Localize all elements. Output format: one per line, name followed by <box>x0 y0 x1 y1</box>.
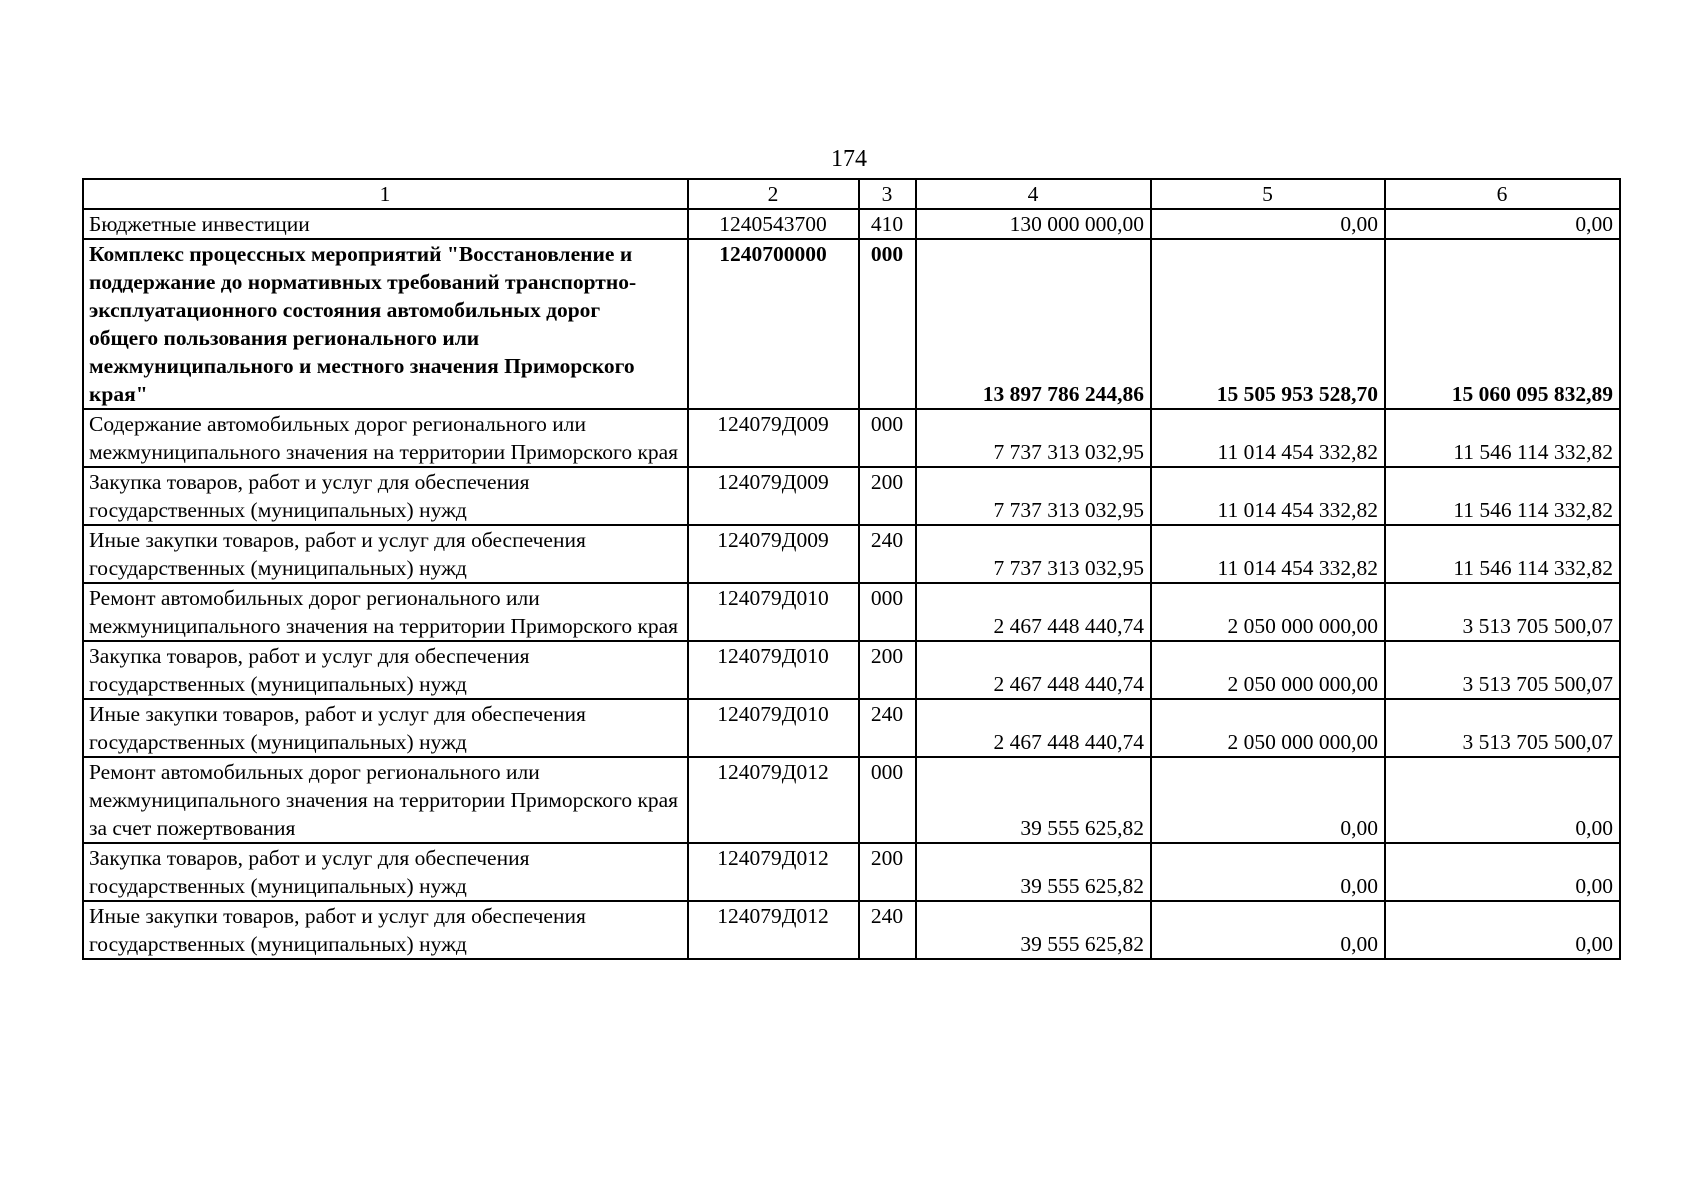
row-amount-6: 11 546 114 332,82 <box>1385 409 1620 467</box>
row-type: 000 <box>859 583 916 641</box>
table-row-section <box>83 239 1620 409</box>
row-code: 1240700000 <box>688 239 859 409</box>
row-code: 124079Д010 <box>688 641 859 699</box>
row-amount-5: 0,00 <box>1151 209 1385 239</box>
row-amount-4: 2 467 448 440,74 <box>916 641 1151 699</box>
row-type: 000 <box>859 239 916 409</box>
row-amount-4: 7 737 313 032,95 <box>916 409 1151 467</box>
row-code: 124079Д010 <box>688 699 859 757</box>
row-amount-4: 7 737 313 032,95 <box>916 525 1151 583</box>
table-row <box>83 641 1620 699</box>
row-type: 240 <box>859 699 916 757</box>
row-amount-6: 11 546 114 332,82 <box>1385 525 1620 583</box>
row-amount-6: 11 546 114 332,82 <box>1385 467 1620 525</box>
row-amount-6: 0,00 <box>1385 209 1620 239</box>
row-type: 240 <box>859 901 916 959</box>
row-amount-6: 0,00 <box>1385 843 1620 901</box>
table-row <box>83 757 1620 843</box>
row-amount-4: 13 897 786 244,86 <box>916 239 1151 409</box>
table-row <box>83 901 1620 959</box>
row-type: 240 <box>859 525 916 583</box>
row-amount-5: 0,00 <box>1151 757 1385 843</box>
row-name: Закупка товаров, работ и услуг для обеспечения государственных (муниципальных) нужд <box>83 467 688 525</box>
row-amount-4: 130 000 000,00 <box>916 209 1151 239</box>
row-amount-6: 0,00 <box>1385 757 1620 843</box>
row-amount-4: 2 467 448 440,74 <box>916 699 1151 757</box>
row-code: 124079Д012 <box>688 901 859 959</box>
column-header-5: 5 <box>1151 179 1385 209</box>
row-amount-4: 39 555 625,82 <box>916 757 1151 843</box>
row-amount-5: 0,00 <box>1151 843 1385 901</box>
row-name: Закупка товаров, работ и услуг для обеспечения государственных (муниципальных) нужд <box>83 641 688 699</box>
row-amount-4: 2 467 448 440,74 <box>916 583 1151 641</box>
row-type: 000 <box>859 409 916 467</box>
page-number: 174 <box>831 146 867 172</box>
row-amount-5: 11 014 454 332,82 <box>1151 409 1385 467</box>
row-name: Закупка товаров, работ и услуг для обеспечения государственных (муниципальных) нужд <box>83 843 688 901</box>
row-amount-5: 2 050 000 000,00 <box>1151 641 1385 699</box>
row-type: 410 <box>859 209 916 239</box>
column-header-3: 3 <box>859 179 916 209</box>
row-name: Иные закупки товаров, работ и услуг для обеспечения государственных (муниципальных) нужд <box>83 699 688 757</box>
row-name: Ремонт автомобильных дорог регионального или межмуниципального значения на территории Приморского края за счет пожертвования <box>83 757 688 843</box>
budget-table <box>82 178 1621 960</box>
row-amount-6: 3 513 705 500,07 <box>1385 641 1620 699</box>
table-row <box>83 467 1620 525</box>
row-name: Содержание автомобильных дорог регионального или межмуниципального значения на территории Приморского края <box>83 409 688 467</box>
row-amount-5: 2 050 000 000,00 <box>1151 583 1385 641</box>
row-code: 124079Д009 <box>688 467 859 525</box>
row-code: 124079Д010 <box>688 583 859 641</box>
row-code: 124079Д009 <box>688 525 859 583</box>
row-code: 124079Д012 <box>688 843 859 901</box>
row-amount-6: 0,00 <box>1385 901 1620 959</box>
row-type: 200 <box>859 641 916 699</box>
table-row <box>83 699 1620 757</box>
table-row <box>83 583 1620 641</box>
row-code: 1240543700 <box>688 209 859 239</box>
table-row <box>83 843 1620 901</box>
row-amount-6: 3 513 705 500,07 <box>1385 583 1620 641</box>
column-header-4: 4 <box>916 179 1151 209</box>
row-amount-5: 15 505 953 528,70 <box>1151 239 1385 409</box>
row-code: 124079Д009 <box>688 409 859 467</box>
row-amount-6: 3 513 705 500,07 <box>1385 699 1620 757</box>
row-type: 200 <box>859 467 916 525</box>
row-name: Иные закупки товаров, работ и услуг для обеспечения государственных (муниципальных) нужд <box>83 901 688 959</box>
row-name: Комплекс процессных мероприятий "Восстановление и поддержание до нормативных требований транспортно-эксплуатационного состояния автомобильных дорог общего пользования регионального или межмуниципального и местного значения Приморского края" <box>83 239 688 409</box>
row-amount-4: 39 555 625,82 <box>916 843 1151 901</box>
column-header-2: 2 <box>688 179 859 209</box>
column-header-6: 6 <box>1385 179 1620 209</box>
column-header-1: 1 <box>83 179 688 209</box>
row-amount-5: 2 050 000 000,00 <box>1151 699 1385 757</box>
row-type: 200 <box>859 843 916 901</box>
row-name: Бюджетные инвестиции <box>83 209 688 239</box>
row-code: 124079Д012 <box>688 757 859 843</box>
header-row <box>83 179 1620 209</box>
row-amount-4: 7 737 313 032,95 <box>916 467 1151 525</box>
row-amount-4: 39 555 625,82 <box>916 901 1151 959</box>
row-amount-6: 15 060 095 832,89 <box>1385 239 1620 409</box>
row-name: Иные закупки товаров, работ и услуг для обеспечения государственных (муниципальных) нужд <box>83 525 688 583</box>
row-name: Ремонт автомобильных дорог регионального или межмуниципального значения на территории Приморского края <box>83 583 688 641</box>
row-amount-5: 11 014 454 332,82 <box>1151 525 1385 583</box>
row-amount-5: 0,00 <box>1151 901 1385 959</box>
table-row <box>83 525 1620 583</box>
table-row <box>83 209 1620 239</box>
row-type: 000 <box>859 757 916 843</box>
table-row <box>83 409 1620 467</box>
row-amount-5: 11 014 454 332,82 <box>1151 467 1385 525</box>
